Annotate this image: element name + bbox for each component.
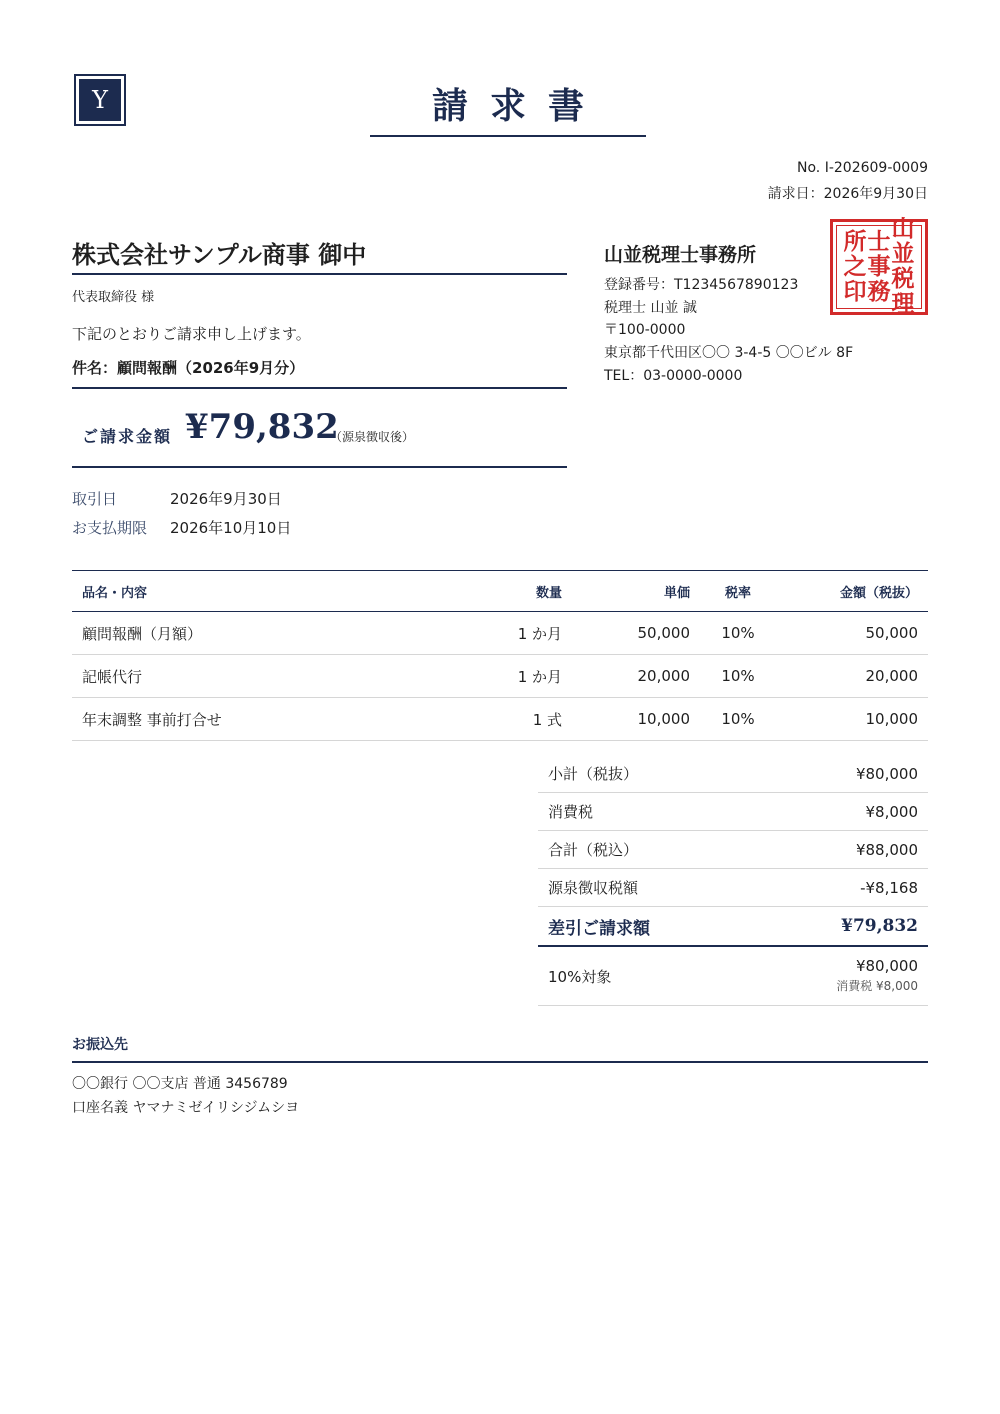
tax-breakdown-values [836, 957, 918, 994]
issuer-tel: TEL：03-0000-0000 [604, 368, 743, 384]
issuer-name: 山並税理士事務所 [604, 244, 757, 266]
grand-total-label: 差引ご請求額 [548, 918, 650, 939]
issuer-registration: 登録番号：T1234567890123 [604, 277, 799, 293]
recipient-name: 株式会社サンプル商事 御中 [72, 241, 367, 269]
bank-title: お振込先 [72, 1037, 128, 1053]
item-qty: 1 式 [532, 710, 562, 729]
table-row [72, 655, 928, 698]
subtotal-value: ¥80,000 [855, 764, 918, 783]
totals-table [538, 755, 928, 1006]
header-rate: 税率 [724, 585, 751, 601]
subtotal-label: 小計（税抜） [548, 765, 639, 783]
total-label: 合計（税込） [548, 841, 639, 859]
item-amount: 20,000 [865, 667, 918, 685]
total-row [538, 831, 928, 869]
tax-breakdown-tax: 消費税 ¥8,000 [836, 979, 918, 993]
item-name: 記帳代行 [82, 667, 143, 686]
amount-value: ¥79,832 [185, 407, 339, 447]
item-rate: 10% [721, 710, 755, 728]
tax-row [538, 793, 928, 831]
withholding-row [538, 869, 928, 907]
header-price: 単価 [663, 585, 690, 601]
item-qty: 1 か月 [517, 667, 562, 686]
subject-rule [72, 387, 567, 389]
seal-column: 山 並 税 理 [891, 216, 915, 317]
item-price: 20,000 [637, 667, 690, 685]
invoice-number: No. I-202609-0009 [797, 160, 928, 176]
tax-value: ¥8,000 [865, 802, 918, 821]
item-name: 顧問報酬（月額） [82, 624, 203, 643]
items-table [72, 570, 928, 741]
item-price: 10,000 [637, 710, 690, 728]
page-title: 請求書 [431, 85, 606, 127]
amount-rule [72, 466, 567, 468]
item-price: 50,000 [637, 624, 690, 642]
amount-note: （源泉徴収後） [330, 430, 415, 444]
issuer-postal: 〒100-0000 [604, 322, 686, 338]
grand-total-value: ¥79,832 [841, 916, 918, 936]
table-header [72, 570, 928, 612]
transaction-date-label: 取引日 [72, 490, 118, 508]
item-rate: 10% [721, 667, 755, 685]
header-name: 品名・内容 [82, 585, 148, 601]
item-name: 年末調整 事前打合せ [82, 710, 222, 729]
transaction-date-value: 2026年9月30日 [170, 490, 282, 508]
recipient-rule [72, 273, 567, 275]
subject-line: 件名：顧問報酬（2026年9月分） [72, 359, 305, 377]
table-row [72, 612, 928, 655]
title-underline [370, 135, 646, 137]
bank-rule [72, 1061, 928, 1063]
tax-breakdown-row [538, 947, 928, 1006]
item-qty: 1 か月 [517, 624, 562, 643]
due-date-value: 2026年10月10日 [170, 519, 292, 537]
due-date-label: お支払期限 [72, 519, 148, 537]
company-seal [830, 216, 928, 317]
logo [74, 74, 126, 126]
grand-total-row [538, 907, 928, 947]
tax-breakdown-label: 10%対象 [548, 967, 612, 986]
total-value: ¥88,000 [855, 840, 918, 859]
recipient-contact: 代表取締役 様 [72, 290, 155, 305]
amount-label: ご請求金額 [82, 427, 173, 446]
header-qty: 数量 [535, 585, 562, 601]
withholding-label: 源泉徴収税額 [548, 879, 639, 897]
seal-column: 所 之 印 [843, 228, 867, 305]
issuer-person: 税理士 山並 誠 [604, 300, 697, 316]
seal-column: 士 事 務 [867, 228, 891, 305]
logo-letter: Y [79, 79, 121, 121]
item-amount: 50,000 [865, 624, 918, 642]
subtotal-row [538, 755, 928, 793]
bank-account: 〇〇銀行 〇〇支店 普通 3456789 [72, 1076, 288, 1092]
item-rate: 10% [721, 624, 755, 642]
withholding-value: -¥8,168 [860, 878, 918, 897]
greeting-text: 下記のとおりご請求申し上げます。 [72, 325, 311, 343]
bank-holder: 口座名義 ヤマナミゼイリシジムシヨ [72, 1100, 300, 1116]
tax-breakdown-base: ¥80,000 [855, 957, 918, 975]
tax-label: 消費税 [548, 803, 594, 821]
issuer-address: 東京都千代田区〇〇 3-4-5 〇〇ビル 8F [604, 345, 854, 361]
header-amount: 金額（税抜） [839, 585, 918, 601]
table-row [72, 698, 928, 741]
issue-date: 請求日：2026年9月30日 [767, 186, 928, 202]
item-amount: 10,000 [865, 710, 918, 728]
